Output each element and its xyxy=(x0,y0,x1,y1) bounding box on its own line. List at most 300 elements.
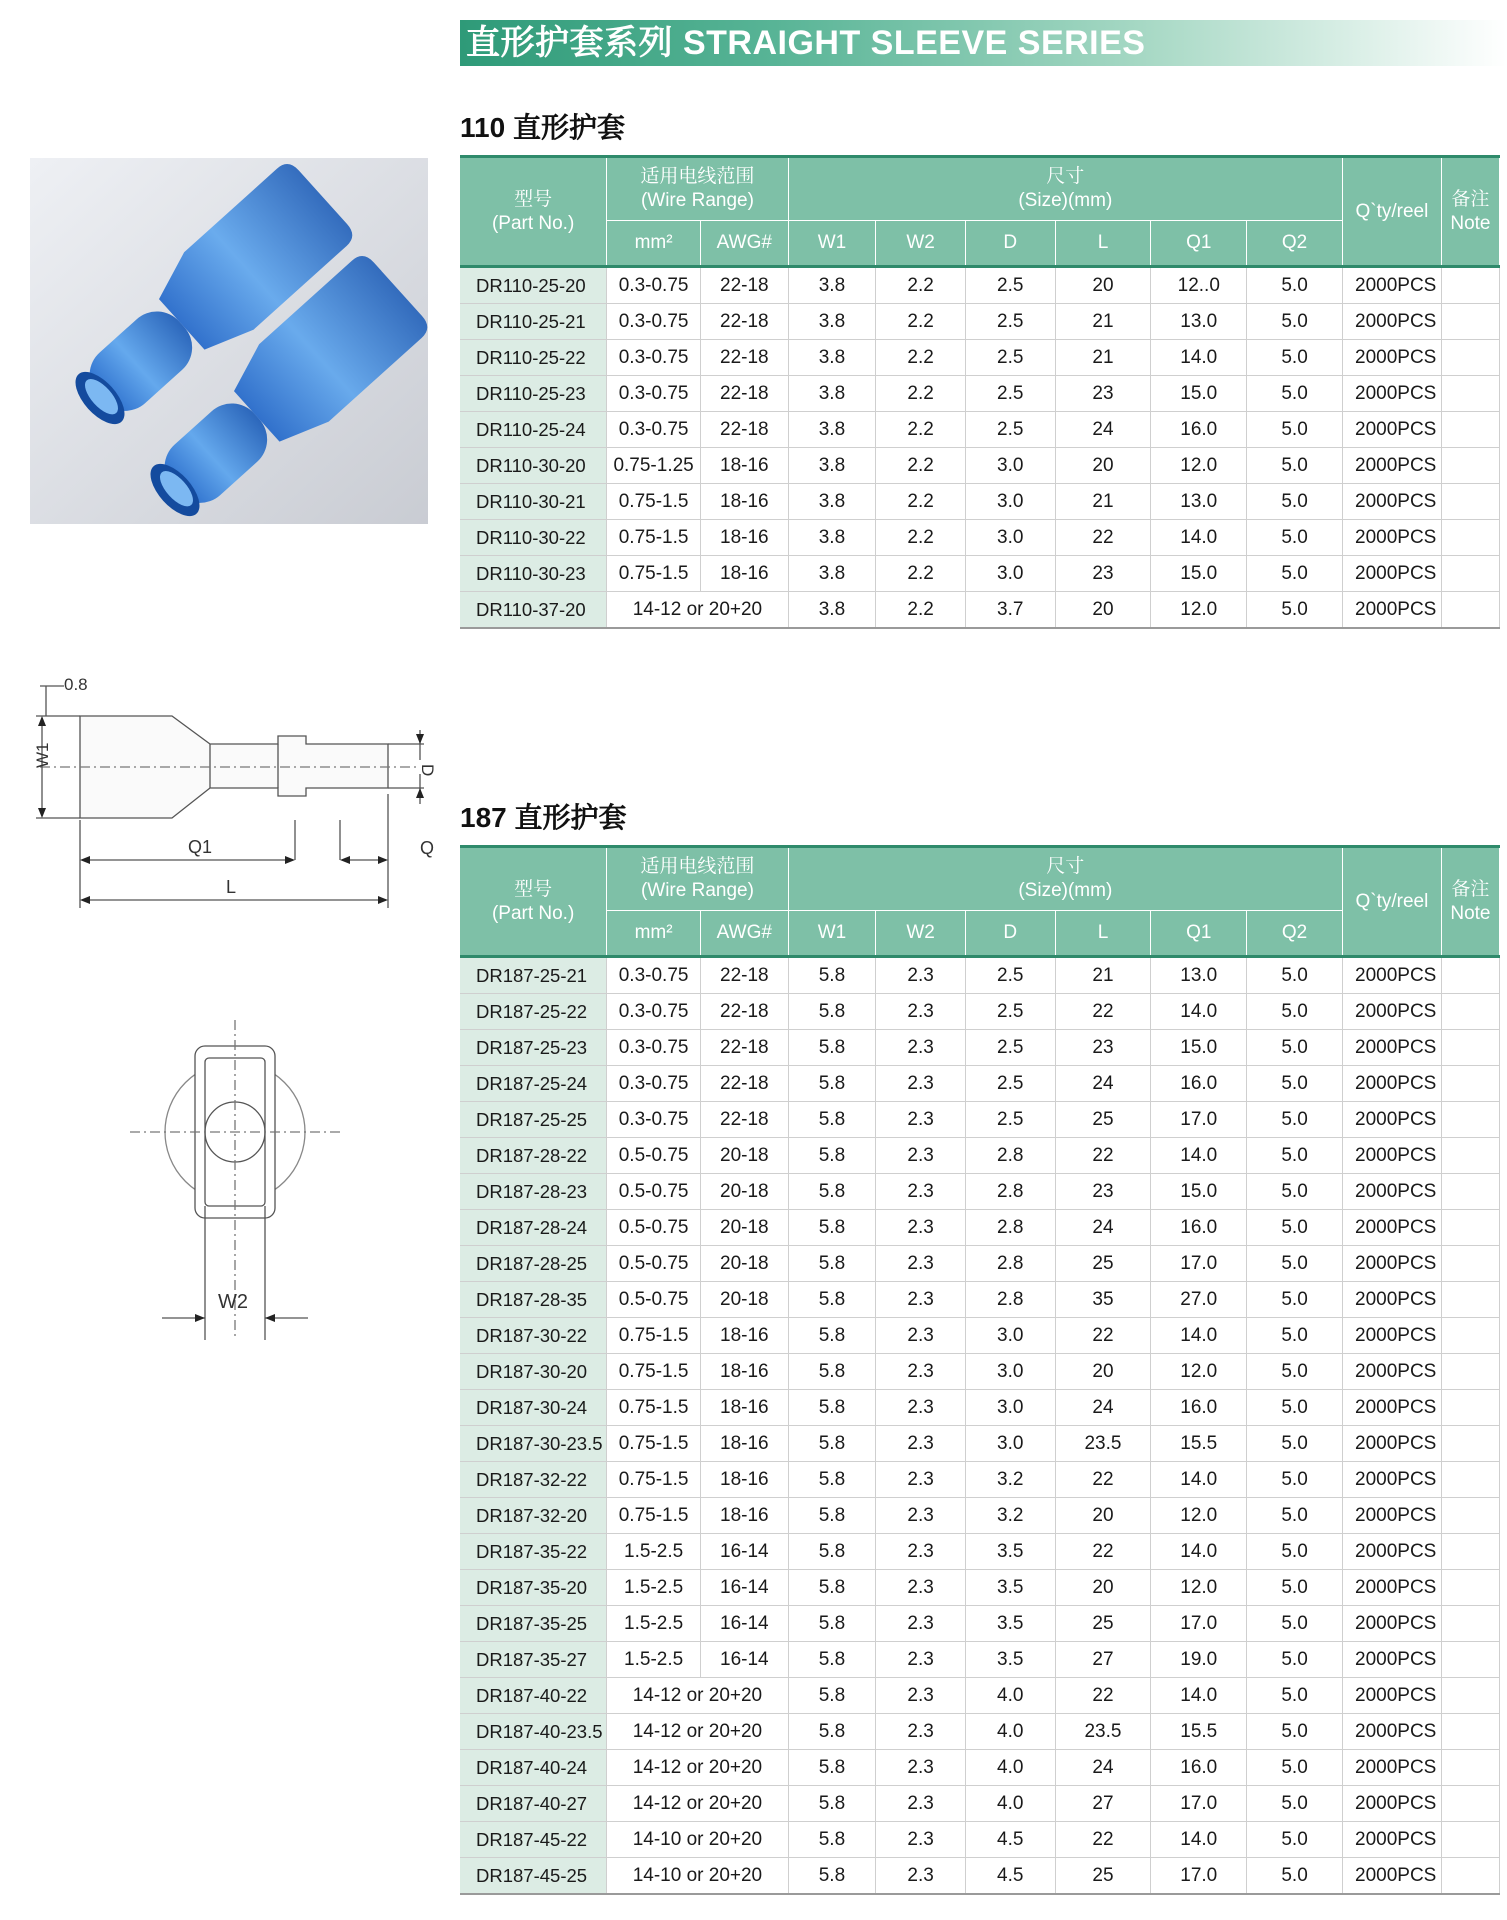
cell-mm2: 1.5-2.5 xyxy=(607,1642,701,1678)
cell-q1: 14.0 xyxy=(1151,1138,1247,1174)
cell-d: 2.5 xyxy=(965,994,1055,1030)
cell-d: 2.8 xyxy=(965,1246,1055,1282)
cell-awg: 16-14 xyxy=(700,1570,788,1606)
cell-awg: 22-18 xyxy=(700,304,788,340)
cell-q1: 17.0 xyxy=(1151,1606,1247,1642)
cell-w2: 2.3 xyxy=(876,994,966,1030)
table-row xyxy=(460,1642,1500,1678)
cell-awg: 18-16 xyxy=(700,556,788,592)
cell-w2: 2.3 xyxy=(876,1750,966,1786)
header-awg: AWG# xyxy=(700,911,788,957)
cell-w1: 5.8 xyxy=(788,994,876,1030)
cell-w2: 2.3 xyxy=(876,1714,966,1750)
cell-w1: 3.8 xyxy=(788,448,876,484)
cell-note xyxy=(1441,592,1499,629)
cell-part-no: DR187-35-20 xyxy=(460,1570,607,1606)
header-d: D xyxy=(965,221,1055,267)
cell-w1: 5.8 xyxy=(788,1282,876,1318)
table-row xyxy=(460,1858,1500,1895)
cell-q1: 27.0 xyxy=(1151,1282,1247,1318)
cell-w2: 2.3 xyxy=(876,1678,966,1714)
cell-l: 22 xyxy=(1055,1534,1151,1570)
cell-part-no: DR110-25-24 xyxy=(460,412,607,448)
dim-l: L xyxy=(226,877,237,897)
table-row xyxy=(460,1030,1500,1066)
cell-mm2: 0.75-1.5 xyxy=(607,1354,701,1390)
page-title: 直形护套系列 STRAIGHT SLEEVE SERIES xyxy=(466,24,1146,62)
cell-q1: 16.0 xyxy=(1151,1066,1247,1102)
cell-q2: 5.0 xyxy=(1247,1714,1343,1750)
cell-q2: 5.0 xyxy=(1247,556,1343,592)
cell-d: 4.0 xyxy=(965,1750,1055,1786)
cell-w2: 2.3 xyxy=(876,957,966,994)
cell-qty: 2000PCS xyxy=(1343,1498,1442,1534)
cell-w2: 2.3 xyxy=(876,1858,966,1895)
cell-part-no: DR187-25-23 xyxy=(460,1030,607,1066)
cell-note xyxy=(1441,267,1499,304)
cell-q2: 5.0 xyxy=(1247,1570,1343,1606)
cell-awg: 18-16 xyxy=(700,1390,788,1426)
cell-w2: 2.3 xyxy=(876,1642,966,1678)
cell-part-no: DR110-25-20 xyxy=(460,267,607,304)
cell-d: 4.5 xyxy=(965,1858,1055,1895)
cell-w1: 5.8 xyxy=(788,1246,876,1282)
cell-q1: 16.0 xyxy=(1151,1210,1247,1246)
table-row xyxy=(460,1390,1500,1426)
cell-mm2: 1.5-2.5 xyxy=(607,1570,701,1606)
cell-qty: 2000PCS xyxy=(1343,1354,1442,1390)
cell-q1: 14.0 xyxy=(1151,994,1247,1030)
cell-w2: 2.2 xyxy=(876,520,966,556)
cell-awg: 22-18 xyxy=(700,340,788,376)
cell-qty: 2000PCS xyxy=(1343,1534,1442,1570)
table-row xyxy=(460,592,1500,629)
cell-q1: 17.0 xyxy=(1151,1786,1247,1822)
cell-d: 3.5 xyxy=(965,1534,1055,1570)
cell-q2: 5.0 xyxy=(1247,1534,1343,1570)
cell-mm2: 0.3-0.75 xyxy=(607,1102,701,1138)
cell-part-no: DR187-35-25 xyxy=(460,1606,607,1642)
cell-part-no: DR110-30-23 xyxy=(460,556,607,592)
cell-l: 35 xyxy=(1055,1282,1151,1318)
cell-part-no: DR187-28-24 xyxy=(460,1210,607,1246)
cell-q2: 5.0 xyxy=(1247,1318,1343,1354)
cell-q1: 14.0 xyxy=(1151,520,1247,556)
cell-part-no: DR110-37-20 xyxy=(460,592,607,629)
cell-l: 27 xyxy=(1055,1786,1151,1822)
cell-note xyxy=(1441,1534,1499,1570)
cell-awg: 18-16 xyxy=(700,1462,788,1498)
cell-part-no: DR187-28-35 xyxy=(460,1282,607,1318)
cell-q2: 5.0 xyxy=(1247,1498,1343,1534)
side-view-drawing xyxy=(20,670,440,910)
cell-mm2: 0.3-0.75 xyxy=(607,994,701,1030)
cell-l: 23.5 xyxy=(1055,1426,1151,1462)
cell-q1: 14.0 xyxy=(1151,1318,1247,1354)
cell-w2: 2.2 xyxy=(876,340,966,376)
cell-note xyxy=(1441,1174,1499,1210)
cell-w1: 3.8 xyxy=(788,556,876,592)
cell-mm2: 14-12 or 20+20 xyxy=(607,1786,788,1822)
cell-l: 20 xyxy=(1055,267,1151,304)
cell-qty: 2000PCS xyxy=(1343,1858,1442,1895)
dim-thickness: 0.8 xyxy=(64,675,88,694)
cell-w1: 5.8 xyxy=(788,957,876,994)
cell-qty: 2000PCS xyxy=(1343,1138,1442,1174)
cell-mm2: 0.5-0.75 xyxy=(607,1138,701,1174)
cell-note xyxy=(1441,1102,1499,1138)
cell-l: 22 xyxy=(1055,1462,1151,1498)
table-row xyxy=(460,1462,1500,1498)
cell-d: 4.0 xyxy=(965,1714,1055,1750)
cell-awg: 20-18 xyxy=(700,1246,788,1282)
cell-q2: 5.0 xyxy=(1247,304,1343,340)
cell-qty: 2000PCS xyxy=(1343,1642,1442,1678)
cell-qty: 2000PCS xyxy=(1343,1318,1442,1354)
cell-qty: 2000PCS xyxy=(1343,1462,1442,1498)
dim-w2: W2 xyxy=(218,1291,248,1313)
header-size: 尺寸 (Size)(mm) xyxy=(788,847,1342,911)
cell-d: 2.5 xyxy=(965,1102,1055,1138)
cell-w2: 2.3 xyxy=(876,1318,966,1354)
cell-qty: 2000PCS xyxy=(1343,994,1442,1030)
cell-q2: 5.0 xyxy=(1247,340,1343,376)
table-row xyxy=(460,1750,1500,1786)
cell-w2: 2.3 xyxy=(876,1282,966,1318)
cell-awg: 20-18 xyxy=(700,1138,788,1174)
product-photo xyxy=(30,158,428,524)
cell-d: 3.0 xyxy=(965,556,1055,592)
table-row xyxy=(460,520,1500,556)
cell-awg: 20-18 xyxy=(700,1282,788,1318)
cell-l: 20 xyxy=(1055,1570,1151,1606)
cell-d: 2.5 xyxy=(965,376,1055,412)
cell-q2: 5.0 xyxy=(1247,1138,1343,1174)
cell-l: 22 xyxy=(1055,520,1151,556)
cell-d: 2.5 xyxy=(965,304,1055,340)
cell-awg: 18-16 xyxy=(700,1426,788,1462)
cell-q1: 15.0 xyxy=(1151,556,1247,592)
cell-part-no: DR110-25-23 xyxy=(460,376,607,412)
cell-w2: 2.3 xyxy=(876,1534,966,1570)
cell-q1: 17.0 xyxy=(1151,1858,1247,1895)
cell-q2: 5.0 xyxy=(1247,1354,1343,1390)
cell-w2: 2.2 xyxy=(876,412,966,448)
cell-q2: 5.0 xyxy=(1247,1030,1343,1066)
cell-q1: 19.0 xyxy=(1151,1642,1247,1678)
cell-note xyxy=(1441,556,1499,592)
cell-awg: 18-16 xyxy=(700,520,788,556)
cell-q2: 5.0 xyxy=(1247,1246,1343,1282)
cell-part-no: DR187-25-22 xyxy=(460,994,607,1030)
cell-qty: 2000PCS xyxy=(1343,520,1442,556)
cell-q2: 5.0 xyxy=(1247,1786,1343,1822)
cell-awg: 20-18 xyxy=(700,1210,788,1246)
cell-qty: 2000PCS xyxy=(1343,1102,1442,1138)
cell-w1: 5.8 xyxy=(788,1462,876,1498)
header-part-no: 型号 (Part No.) xyxy=(460,847,607,957)
cell-q1: 17.0 xyxy=(1151,1246,1247,1282)
dim-w1: W1 xyxy=(33,742,52,768)
cell-w1: 3.8 xyxy=(788,267,876,304)
cell-q2: 5.0 xyxy=(1247,1642,1343,1678)
cell-d: 3.0 xyxy=(965,1390,1055,1426)
cell-w2: 2.3 xyxy=(876,1210,966,1246)
cell-w2: 2.2 xyxy=(876,304,966,340)
cell-d: 3.2 xyxy=(965,1462,1055,1498)
cell-part-no: DR187-32-22 xyxy=(460,1462,607,1498)
cell-mm2: 0.3-0.75 xyxy=(607,1066,701,1102)
cell-l: 22 xyxy=(1055,1822,1151,1858)
cell-l: 24 xyxy=(1055,1210,1151,1246)
cell-qty: 2000PCS xyxy=(1343,1750,1442,1786)
cell-awg: 22-18 xyxy=(700,1066,788,1102)
cell-w2: 2.3 xyxy=(876,1822,966,1858)
cell-l: 23 xyxy=(1055,556,1151,592)
cell-q2: 5.0 xyxy=(1247,520,1343,556)
cell-w1: 3.8 xyxy=(788,484,876,520)
cell-note xyxy=(1441,1210,1499,1246)
cell-qty: 2000PCS xyxy=(1343,267,1442,304)
cell-awg: 18-16 xyxy=(700,1498,788,1534)
cell-q2: 5.0 xyxy=(1247,1282,1343,1318)
cell-awg: 18-16 xyxy=(700,1354,788,1390)
cell-note xyxy=(1441,376,1499,412)
cell-awg: 16-14 xyxy=(700,1606,788,1642)
cell-d: 3.5 xyxy=(965,1642,1055,1678)
cell-l: 21 xyxy=(1055,957,1151,994)
cell-note xyxy=(1441,1066,1499,1102)
cell-part-no: DR187-28-23 xyxy=(460,1174,607,1210)
cell-w2: 2.3 xyxy=(876,1462,966,1498)
cell-note xyxy=(1441,1138,1499,1174)
table-row xyxy=(460,1354,1500,1390)
cell-part-no: DR187-28-25 xyxy=(460,1246,607,1282)
cell-awg: 20-18 xyxy=(700,1174,788,1210)
cell-q2: 5.0 xyxy=(1247,1462,1343,1498)
cell-w1: 5.8 xyxy=(788,1030,876,1066)
header-awg: AWG# xyxy=(700,221,788,267)
cell-q2: 5.0 xyxy=(1247,1102,1343,1138)
cell-q1: 14.0 xyxy=(1151,1678,1247,1714)
cell-part-no: DR110-25-22 xyxy=(460,340,607,376)
table-row xyxy=(460,267,1500,304)
header-note: 备注 Note xyxy=(1441,847,1499,957)
cell-note xyxy=(1441,1822,1499,1858)
cell-mm2: 0.3-0.75 xyxy=(607,412,701,448)
cell-qty: 2000PCS xyxy=(1343,484,1442,520)
table-row xyxy=(460,1606,1500,1642)
cell-w1: 5.8 xyxy=(788,1390,876,1426)
cell-part-no: DR187-25-25 xyxy=(460,1102,607,1138)
cell-q2: 5.0 xyxy=(1247,592,1343,629)
cell-d: 2.5 xyxy=(965,340,1055,376)
cell-part-no: DR187-30-24 xyxy=(460,1390,607,1426)
header-w1: W1 xyxy=(788,221,876,267)
cell-d: 2.5 xyxy=(965,957,1055,994)
cell-part-no: DR187-35-22 xyxy=(460,1534,607,1570)
front-view-drawing xyxy=(130,1010,370,1350)
cell-awg: 22-18 xyxy=(700,994,788,1030)
cell-w1: 3.8 xyxy=(788,412,876,448)
cell-d: 3.0 xyxy=(965,448,1055,484)
cell-note xyxy=(1441,994,1499,1030)
header-q2: Q2 xyxy=(1247,221,1343,267)
cell-w1: 5.8 xyxy=(788,1606,876,1642)
cell-l: 22 xyxy=(1055,1678,1151,1714)
cell-note xyxy=(1441,1678,1499,1714)
cell-q1: 12.0 xyxy=(1151,448,1247,484)
cell-qty: 2000PCS xyxy=(1343,1606,1442,1642)
cell-q1: 13.0 xyxy=(1151,957,1247,994)
cell-d: 3.0 xyxy=(965,520,1055,556)
cell-note xyxy=(1441,1786,1499,1822)
header-qty: Q`ty/reel xyxy=(1343,847,1442,957)
cell-l: 23.5 xyxy=(1055,1714,1151,1750)
cell-w1: 5.8 xyxy=(788,1642,876,1678)
spec-table-110 xyxy=(460,155,1500,629)
cell-d: 4.5 xyxy=(965,1822,1055,1858)
cell-part-no: DR187-40-23.5 xyxy=(460,1714,607,1750)
cell-w2: 2.3 xyxy=(876,1498,966,1534)
table-row xyxy=(460,1822,1500,1858)
table-row xyxy=(460,340,1500,376)
cell-l: 27 xyxy=(1055,1642,1151,1678)
cell-mm2: 0.75-1.5 xyxy=(607,520,701,556)
cell-w2: 2.2 xyxy=(876,484,966,520)
table-row xyxy=(460,957,1500,994)
cell-part-no: DR110-30-21 xyxy=(460,484,607,520)
cell-awg: 22-18 xyxy=(700,1030,788,1066)
cell-d: 4.0 xyxy=(965,1786,1055,1822)
cell-qty: 2000PCS xyxy=(1343,1066,1442,1102)
cell-qty: 2000PCS xyxy=(1343,1390,1442,1426)
table-row xyxy=(460,1426,1500,1462)
header-w1: W1 xyxy=(788,911,876,957)
table-row xyxy=(460,1174,1500,1210)
cell-w1: 5.8 xyxy=(788,1498,876,1534)
cell-q1: 16.0 xyxy=(1151,1750,1247,1786)
cell-note xyxy=(1441,1570,1499,1606)
cell-note xyxy=(1441,1858,1499,1895)
table-row xyxy=(460,376,1500,412)
cell-qty: 2000PCS xyxy=(1343,412,1442,448)
cell-mm2: 0.5-0.75 xyxy=(607,1246,701,1282)
cell-qty: 2000PCS xyxy=(1343,592,1442,629)
cell-part-no: DR110-30-20 xyxy=(460,448,607,484)
cell-w2: 2.2 xyxy=(876,267,966,304)
cell-w2: 2.3 xyxy=(876,1354,966,1390)
table-row xyxy=(460,1138,1500,1174)
cell-w1: 5.8 xyxy=(788,1066,876,1102)
cell-d: 2.8 xyxy=(965,1174,1055,1210)
cell-w1: 5.8 xyxy=(788,1534,876,1570)
cell-q1: 17.0 xyxy=(1151,1102,1247,1138)
header-q1: Q1 xyxy=(1151,221,1247,267)
table-row xyxy=(460,1210,1500,1246)
cell-note xyxy=(1441,1354,1499,1390)
cell-qty: 2000PCS xyxy=(1343,1174,1442,1210)
cell-qty: 2000PCS xyxy=(1343,340,1442,376)
cell-note xyxy=(1441,1498,1499,1534)
cell-mm2: 0.75-1.5 xyxy=(607,1426,701,1462)
cell-note xyxy=(1441,1714,1499,1750)
cell-mm2: 0.3-0.75 xyxy=(607,957,701,994)
table-row xyxy=(460,1498,1500,1534)
cell-note xyxy=(1441,448,1499,484)
cell-note xyxy=(1441,520,1499,556)
cell-d: 2.8 xyxy=(965,1138,1055,1174)
cell-qty: 2000PCS xyxy=(1343,1822,1442,1858)
cell-q2: 5.0 xyxy=(1247,1858,1343,1895)
cell-w1: 5.8 xyxy=(788,1318,876,1354)
dim-d: D xyxy=(418,764,437,777)
cell-l: 24 xyxy=(1055,1390,1151,1426)
cell-mm2: 0.75-1.5 xyxy=(607,556,701,592)
cell-mm2: 0.75-1.5 xyxy=(607,1498,701,1534)
table-row xyxy=(460,1570,1500,1606)
cell-q1: 15.0 xyxy=(1151,1174,1247,1210)
cell-note xyxy=(1441,304,1499,340)
cell-d: 2.8 xyxy=(965,1282,1055,1318)
cell-mm2: 0.75-1.25 xyxy=(607,448,701,484)
header-part-no: 型号 (Part No.) xyxy=(460,157,607,267)
cell-w1: 5.8 xyxy=(788,1858,876,1895)
cell-w2: 2.3 xyxy=(876,1174,966,1210)
cell-part-no: DR110-25-21 xyxy=(460,304,607,340)
cell-part-no: DR187-25-21 xyxy=(460,957,607,994)
cell-awg: 22-18 xyxy=(700,376,788,412)
cell-part-no: DR187-40-27 xyxy=(460,1786,607,1822)
cell-qty: 2000PCS xyxy=(1343,1210,1442,1246)
header-l: L xyxy=(1055,221,1151,267)
cell-l: 24 xyxy=(1055,1066,1151,1102)
cell-w2: 2.2 xyxy=(876,448,966,484)
cell-q2: 5.0 xyxy=(1247,1390,1343,1426)
cell-l: 21 xyxy=(1055,340,1151,376)
cell-mm2: 0.5-0.75 xyxy=(607,1210,701,1246)
cell-qty: 2000PCS xyxy=(1343,1246,1442,1282)
cell-l: 20 xyxy=(1055,592,1151,629)
header-wire-range: 适用电线范围 (Wire Range) xyxy=(607,847,788,911)
cell-q1: 15.5 xyxy=(1151,1426,1247,1462)
cell-d: 2.5 xyxy=(965,267,1055,304)
cell-d: 3.7 xyxy=(965,592,1055,629)
cell-mm2: 0.75-1.5 xyxy=(607,1462,701,1498)
cell-part-no: DR187-30-22 xyxy=(460,1318,607,1354)
cell-q1: 16.0 xyxy=(1151,412,1247,448)
header-mm2: mm² xyxy=(607,221,701,267)
header-mm2: mm² xyxy=(607,911,701,957)
cell-w2: 2.2 xyxy=(876,376,966,412)
table-row xyxy=(460,412,1500,448)
cell-note xyxy=(1441,1426,1499,1462)
cell-q1: 12.0 xyxy=(1151,1354,1247,1390)
cell-part-no: DR187-40-22 xyxy=(460,1678,607,1714)
cell-l: 25 xyxy=(1055,1858,1151,1895)
header-d: D xyxy=(965,911,1055,957)
cell-q1: 12.0 xyxy=(1151,1570,1247,1606)
cell-q2: 5.0 xyxy=(1247,1606,1343,1642)
cell-w2: 2.3 xyxy=(876,1138,966,1174)
cell-q2: 5.0 xyxy=(1247,1066,1343,1102)
cell-q2: 5.0 xyxy=(1247,957,1343,994)
cell-note xyxy=(1441,1642,1499,1678)
header-note: 备注 Note xyxy=(1441,157,1499,267)
cell-part-no: DR187-30-23.5 xyxy=(460,1426,607,1462)
cell-w2: 2.3 xyxy=(876,1786,966,1822)
cell-awg: 18-16 xyxy=(700,484,788,520)
